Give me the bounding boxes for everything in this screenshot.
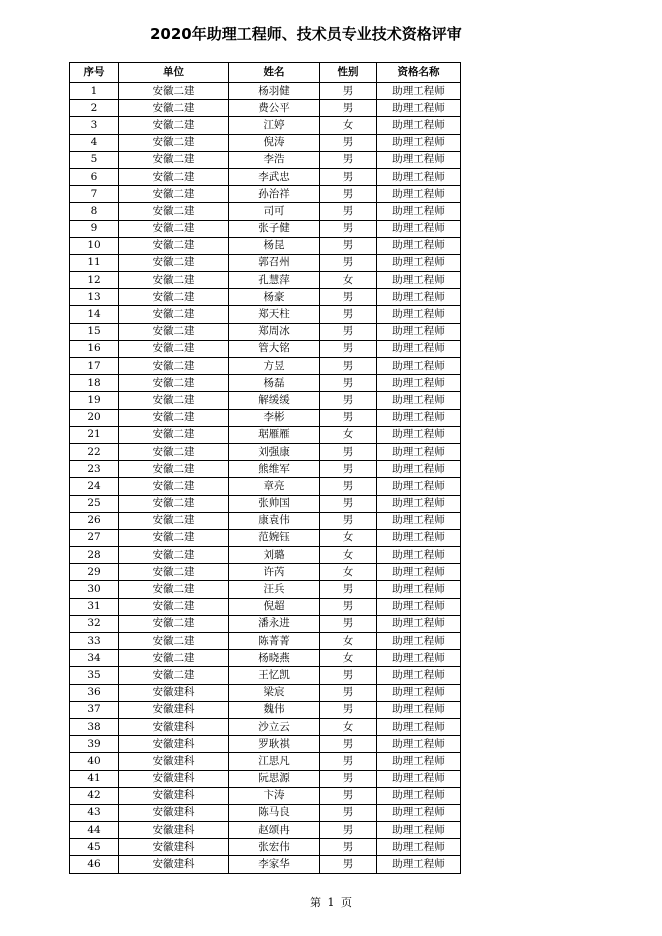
cell-qualification: 助理工程师 bbox=[377, 220, 461, 237]
cell-serial-no: 20 bbox=[70, 409, 119, 426]
cell-name: 江婷 bbox=[229, 117, 320, 134]
table-row bbox=[70, 581, 461, 598]
table-row bbox=[70, 83, 461, 100]
cell-name: 杨羽健 bbox=[229, 83, 320, 100]
cell-qualification: 助理工程师 bbox=[377, 512, 461, 529]
cell-unit: 安徽二建 bbox=[119, 272, 229, 289]
cell-unit: 安徽二建 bbox=[119, 220, 229, 237]
cell-name: 李浩 bbox=[229, 151, 320, 168]
cell-serial-no: 26 bbox=[70, 512, 119, 529]
cell-name: 司可 bbox=[229, 203, 320, 220]
cell-gender: 男 bbox=[320, 753, 377, 770]
cell-unit: 安徽建科 bbox=[119, 684, 229, 701]
cell-qualification: 助理工程师 bbox=[377, 254, 461, 271]
cell-serial-no: 5 bbox=[70, 151, 119, 168]
cell-serial-no: 12 bbox=[70, 272, 119, 289]
table-row bbox=[70, 633, 461, 650]
cell-unit: 安徽二建 bbox=[119, 151, 229, 168]
cell-qualification: 助理工程师 bbox=[377, 598, 461, 615]
header-row bbox=[70, 63, 461, 83]
cell-name: 江思凡 bbox=[229, 753, 320, 770]
cell-serial-no: 21 bbox=[70, 426, 119, 443]
cell-serial-no: 32 bbox=[70, 615, 119, 632]
header-serial-no: 序号 bbox=[70, 63, 119, 83]
cell-gender: 男 bbox=[320, 598, 377, 615]
cell-gender: 男 bbox=[320, 615, 377, 632]
table-row bbox=[70, 718, 461, 735]
cell-qualification: 助理工程师 bbox=[377, 306, 461, 323]
cell-name: 康袁伟 bbox=[229, 512, 320, 529]
cell-unit: 安徽二建 bbox=[119, 237, 229, 254]
cell-unit: 安徽二建 bbox=[119, 117, 229, 134]
cell-gender: 男 bbox=[320, 100, 377, 117]
cell-name: 杨晓燕 bbox=[229, 650, 320, 667]
cell-qualification: 助理工程师 bbox=[377, 186, 461, 203]
cell-serial-no: 19 bbox=[70, 392, 119, 409]
cell-unit: 安徽二建 bbox=[119, 426, 229, 443]
cell-qualification: 助理工程师 bbox=[377, 151, 461, 168]
cell-gender: 男 bbox=[320, 461, 377, 478]
cell-name: 罗耿祺 bbox=[229, 736, 320, 753]
cell-unit: 安徽建科 bbox=[119, 701, 229, 718]
cell-qualification: 助理工程师 bbox=[377, 495, 461, 512]
table-row bbox=[70, 839, 461, 856]
cell-serial-no: 17 bbox=[70, 358, 119, 375]
cell-qualification: 助理工程师 bbox=[377, 203, 461, 220]
cell-unit: 安徽二建 bbox=[119, 409, 229, 426]
table-row bbox=[70, 684, 461, 701]
cell-unit: 安徽建科 bbox=[119, 736, 229, 753]
cell-serial-no: 39 bbox=[70, 736, 119, 753]
table-row bbox=[70, 323, 461, 340]
cell-serial-no: 16 bbox=[70, 340, 119, 357]
cell-unit: 安徽二建 bbox=[119, 529, 229, 546]
cell-gender: 男 bbox=[320, 203, 377, 220]
cell-gender: 男 bbox=[320, 151, 377, 168]
cell-unit: 安徽建科 bbox=[119, 770, 229, 787]
table-row bbox=[70, 461, 461, 478]
cell-qualification: 助理工程师 bbox=[377, 615, 461, 632]
cell-unit: 安徽建科 bbox=[119, 753, 229, 770]
header-qualification: 资格名称 bbox=[377, 63, 461, 83]
cell-serial-no: 23 bbox=[70, 461, 119, 478]
cell-serial-no: 38 bbox=[70, 718, 119, 735]
table-row bbox=[70, 787, 461, 804]
cell-serial-no: 24 bbox=[70, 478, 119, 495]
cell-gender: 女 bbox=[320, 633, 377, 650]
cell-qualification: 助理工程师 bbox=[377, 753, 461, 770]
page-title: 2020年助理工程师、技术员专业技术资格评审 bbox=[150, 25, 462, 43]
table-header bbox=[70, 63, 461, 83]
cell-name: 郑天柱 bbox=[229, 306, 320, 323]
cell-gender: 男 bbox=[320, 186, 377, 203]
table-row bbox=[70, 478, 461, 495]
page-number: 第 1 页 bbox=[310, 896, 352, 909]
cell-name: 魏伟 bbox=[229, 701, 320, 718]
cell-serial-no: 3 bbox=[70, 117, 119, 134]
table-row bbox=[70, 822, 461, 839]
table-row bbox=[70, 770, 461, 787]
cell-serial-no: 4 bbox=[70, 134, 119, 151]
cell-unit: 安徽二建 bbox=[119, 581, 229, 598]
cell-name: 王忆凯 bbox=[229, 667, 320, 684]
cell-unit: 安徽二建 bbox=[119, 203, 229, 220]
cell-serial-no: 15 bbox=[70, 323, 119, 340]
cell-gender: 男 bbox=[320, 358, 377, 375]
cell-gender: 男 bbox=[320, 684, 377, 701]
cell-name: 刘强康 bbox=[229, 443, 320, 460]
cell-serial-no: 40 bbox=[70, 753, 119, 770]
table-row bbox=[70, 117, 461, 134]
cell-name: 许芮 bbox=[229, 564, 320, 581]
table-row bbox=[70, 254, 461, 271]
table-row bbox=[70, 237, 461, 254]
header-gender: 性别 bbox=[320, 63, 377, 83]
cell-qualification: 助理工程师 bbox=[377, 392, 461, 409]
cell-unit: 安徽二建 bbox=[119, 443, 229, 460]
cell-unit: 安徽二建 bbox=[119, 375, 229, 392]
cell-qualification: 助理工程师 bbox=[377, 358, 461, 375]
cell-unit: 安徽二建 bbox=[119, 100, 229, 117]
cell-gender: 男 bbox=[320, 512, 377, 529]
cell-gender: 男 bbox=[320, 254, 377, 271]
cell-qualification: 助理工程师 bbox=[377, 340, 461, 357]
cell-name: 张宏伟 bbox=[229, 839, 320, 856]
cell-gender: 男 bbox=[320, 839, 377, 856]
cell-unit: 安徽二建 bbox=[119, 134, 229, 151]
cell-gender: 男 bbox=[320, 856, 377, 873]
cell-name: 李家华 bbox=[229, 856, 320, 873]
cell-serial-no: 42 bbox=[70, 787, 119, 804]
cell-qualification: 助理工程师 bbox=[377, 581, 461, 598]
cell-name: 卞涛 bbox=[229, 787, 320, 804]
cell-unit: 安徽二建 bbox=[119, 392, 229, 409]
cell-serial-no: 25 bbox=[70, 495, 119, 512]
cell-gender: 男 bbox=[320, 667, 377, 684]
cell-gender: 男 bbox=[320, 443, 377, 460]
cell-qualification: 助理工程师 bbox=[377, 134, 461, 151]
cell-name: 倪超 bbox=[229, 598, 320, 615]
cell-name: 郑周冰 bbox=[229, 323, 320, 340]
cell-serial-no: 43 bbox=[70, 804, 119, 821]
table-body bbox=[70, 83, 461, 874]
cell-name: 琚雁雁 bbox=[229, 426, 320, 443]
table-row bbox=[70, 804, 461, 821]
cell-qualification: 助理工程师 bbox=[377, 633, 461, 650]
table-row bbox=[70, 426, 461, 443]
cell-gender: 男 bbox=[320, 340, 377, 357]
table-row bbox=[70, 667, 461, 684]
table-row bbox=[70, 186, 461, 203]
cell-qualification: 助理工程师 bbox=[377, 839, 461, 856]
table-row bbox=[70, 615, 461, 632]
cell-serial-no: 44 bbox=[70, 822, 119, 839]
cell-gender: 男 bbox=[320, 770, 377, 787]
cell-serial-no: 31 bbox=[70, 598, 119, 615]
cell-gender: 女 bbox=[320, 564, 377, 581]
cell-unit: 安徽二建 bbox=[119, 358, 229, 375]
cell-gender: 男 bbox=[320, 392, 377, 409]
cell-unit: 安徽二建 bbox=[119, 650, 229, 667]
cell-gender: 男 bbox=[320, 822, 377, 839]
cell-qualification: 助理工程师 bbox=[377, 770, 461, 787]
cell-unit: 安徽二建 bbox=[119, 564, 229, 581]
cell-qualification: 助理工程师 bbox=[377, 323, 461, 340]
header-unit: 单位 bbox=[119, 63, 229, 83]
cell-name: 解缓缓 bbox=[229, 392, 320, 409]
table-row bbox=[70, 272, 461, 289]
cell-name: 范婉钰 bbox=[229, 529, 320, 546]
cell-gender: 男 bbox=[320, 168, 377, 185]
cell-gender: 男 bbox=[320, 220, 377, 237]
table-row bbox=[70, 736, 461, 753]
cell-gender: 女 bbox=[320, 547, 377, 564]
cell-name: 赵颂冉 bbox=[229, 822, 320, 839]
cell-qualification: 助理工程师 bbox=[377, 375, 461, 392]
cell-name: 孙治祥 bbox=[229, 186, 320, 203]
table-row bbox=[70, 220, 461, 237]
cell-gender: 男 bbox=[320, 323, 377, 340]
table-row bbox=[70, 564, 461, 581]
table-row bbox=[70, 134, 461, 151]
cell-qualification: 助理工程师 bbox=[377, 83, 461, 100]
cell-serial-no: 11 bbox=[70, 254, 119, 271]
cell-name: 杨昆 bbox=[229, 237, 320, 254]
table-row bbox=[70, 409, 461, 426]
cell-name: 张子健 bbox=[229, 220, 320, 237]
table-row bbox=[70, 203, 461, 220]
cell-qualification: 助理工程师 bbox=[377, 667, 461, 684]
cell-qualification: 助理工程师 bbox=[377, 409, 461, 426]
cell-unit: 安徽二建 bbox=[119, 547, 229, 564]
cell-unit: 安徽二建 bbox=[119, 495, 229, 512]
cell-name: 费公平 bbox=[229, 100, 320, 117]
cell-unit: 安徽二建 bbox=[119, 340, 229, 357]
cell-serial-no: 7 bbox=[70, 186, 119, 203]
cell-gender: 女 bbox=[320, 117, 377, 134]
cell-name: 潘永进 bbox=[229, 615, 320, 632]
cell-serial-no: 34 bbox=[70, 650, 119, 667]
cell-unit: 安徽二建 bbox=[119, 289, 229, 306]
cell-name: 张帅国 bbox=[229, 495, 320, 512]
cell-serial-no: 33 bbox=[70, 633, 119, 650]
table-row bbox=[70, 100, 461, 117]
cell-unit: 安徽建科 bbox=[119, 804, 229, 821]
cell-unit: 安徽二建 bbox=[119, 615, 229, 632]
cell-serial-no: 10 bbox=[70, 237, 119, 254]
cell-gender: 女 bbox=[320, 272, 377, 289]
cell-serial-no: 30 bbox=[70, 581, 119, 598]
roster-table bbox=[69, 62, 461, 874]
cell-qualification: 助理工程师 bbox=[377, 443, 461, 460]
cell-qualification: 助理工程师 bbox=[377, 529, 461, 546]
cell-qualification: 助理工程师 bbox=[377, 100, 461, 117]
cell-name: 陈马良 bbox=[229, 804, 320, 821]
cell-qualification: 助理工程师 bbox=[377, 237, 461, 254]
cell-qualification: 助理工程师 bbox=[377, 478, 461, 495]
cell-qualification: 助理工程师 bbox=[377, 736, 461, 753]
cell-gender: 女 bbox=[320, 718, 377, 735]
cell-unit: 安徽建科 bbox=[119, 787, 229, 804]
cell-qualification: 助理工程师 bbox=[377, 547, 461, 564]
cell-gender: 男 bbox=[320, 83, 377, 100]
cell-name: 孔慧萍 bbox=[229, 272, 320, 289]
cell-serial-no: 14 bbox=[70, 306, 119, 323]
cell-name: 倪涛 bbox=[229, 134, 320, 151]
cell-gender: 女 bbox=[320, 650, 377, 667]
cell-qualification: 助理工程师 bbox=[377, 272, 461, 289]
cell-qualification: 助理工程师 bbox=[377, 168, 461, 185]
cell-serial-no: 46 bbox=[70, 856, 119, 873]
cell-qualification: 助理工程师 bbox=[377, 564, 461, 581]
cell-qualification: 助理工程师 bbox=[377, 289, 461, 306]
cell-gender: 女 bbox=[320, 426, 377, 443]
cell-serial-no: 27 bbox=[70, 529, 119, 546]
cell-name: 杨豪 bbox=[229, 289, 320, 306]
cell-serial-no: 45 bbox=[70, 839, 119, 856]
cell-serial-no: 28 bbox=[70, 547, 119, 564]
cell-qualification: 助理工程师 bbox=[377, 804, 461, 821]
cell-unit: 安徽二建 bbox=[119, 168, 229, 185]
cell-gender: 女 bbox=[320, 529, 377, 546]
cell-qualification: 助理工程师 bbox=[377, 461, 461, 478]
table-row bbox=[70, 753, 461, 770]
table-row bbox=[70, 340, 461, 357]
cell-unit: 安徽二建 bbox=[119, 633, 229, 650]
cell-unit: 安徽建科 bbox=[119, 718, 229, 735]
cell-gender: 男 bbox=[320, 409, 377, 426]
cell-name: 刘璐 bbox=[229, 547, 320, 564]
cell-unit: 安徽二建 bbox=[119, 323, 229, 340]
table-row bbox=[70, 289, 461, 306]
cell-name: 陈菁菁 bbox=[229, 633, 320, 650]
cell-name: 沙立云 bbox=[229, 718, 320, 735]
cell-gender: 男 bbox=[320, 581, 377, 598]
cell-qualification: 助理工程师 bbox=[377, 822, 461, 839]
table-row bbox=[70, 701, 461, 718]
cell-unit: 安徽建科 bbox=[119, 839, 229, 856]
cell-serial-no: 13 bbox=[70, 289, 119, 306]
cell-unit: 安徽二建 bbox=[119, 186, 229, 203]
cell-name: 李彬 bbox=[229, 409, 320, 426]
cell-serial-no: 6 bbox=[70, 168, 119, 185]
table-row bbox=[70, 168, 461, 185]
table-row bbox=[70, 547, 461, 564]
cell-serial-no: 1 bbox=[70, 83, 119, 100]
table-row bbox=[70, 375, 461, 392]
table-row bbox=[70, 495, 461, 512]
cell-name: 郭召州 bbox=[229, 254, 320, 271]
cell-unit: 安徽二建 bbox=[119, 461, 229, 478]
cell-gender: 男 bbox=[320, 478, 377, 495]
cell-serial-no: 2 bbox=[70, 100, 119, 117]
header-name: 姓名 bbox=[229, 63, 320, 83]
cell-gender: 男 bbox=[320, 804, 377, 821]
table-row bbox=[70, 856, 461, 873]
cell-unit: 安徽二建 bbox=[119, 667, 229, 684]
cell-serial-no: 8 bbox=[70, 203, 119, 220]
cell-unit: 安徽二建 bbox=[119, 478, 229, 495]
cell-qualification: 助理工程师 bbox=[377, 117, 461, 134]
cell-serial-no: 41 bbox=[70, 770, 119, 787]
table-row bbox=[70, 358, 461, 375]
table-row bbox=[70, 392, 461, 409]
cell-qualification: 助理工程师 bbox=[377, 426, 461, 443]
cell-gender: 男 bbox=[320, 289, 377, 306]
cell-serial-no: 29 bbox=[70, 564, 119, 581]
cell-name: 汪兵 bbox=[229, 581, 320, 598]
cell-gender: 男 bbox=[320, 701, 377, 718]
table-row bbox=[70, 512, 461, 529]
cell-qualification: 助理工程师 bbox=[377, 684, 461, 701]
cell-gender: 男 bbox=[320, 736, 377, 753]
cell-qualification: 助理工程师 bbox=[377, 856, 461, 873]
cell-qualification: 助理工程师 bbox=[377, 787, 461, 804]
cell-name: 杨磊 bbox=[229, 375, 320, 392]
cell-unit: 安徽二建 bbox=[119, 83, 229, 100]
cell-serial-no: 18 bbox=[70, 375, 119, 392]
cell-serial-no: 9 bbox=[70, 220, 119, 237]
cell-gender: 男 bbox=[320, 237, 377, 254]
table-row bbox=[70, 306, 461, 323]
cell-unit: 安徽二建 bbox=[119, 254, 229, 271]
cell-name: 梁宸 bbox=[229, 684, 320, 701]
cell-name: 李武忠 bbox=[229, 168, 320, 185]
cell-unit: 安徽建科 bbox=[119, 822, 229, 839]
table-row bbox=[70, 650, 461, 667]
cell-serial-no: 22 bbox=[70, 443, 119, 460]
cell-gender: 男 bbox=[320, 787, 377, 804]
table-row bbox=[70, 151, 461, 168]
cell-gender: 男 bbox=[320, 134, 377, 151]
cell-serial-no: 37 bbox=[70, 701, 119, 718]
cell-name: 方昱 bbox=[229, 358, 320, 375]
cell-unit: 安徽建科 bbox=[119, 856, 229, 873]
cell-gender: 男 bbox=[320, 495, 377, 512]
cell-unit: 安徽二建 bbox=[119, 306, 229, 323]
table-row bbox=[70, 443, 461, 460]
cell-qualification: 助理工程师 bbox=[377, 718, 461, 735]
cell-name: 管大铭 bbox=[229, 340, 320, 357]
cell-serial-no: 35 bbox=[70, 667, 119, 684]
cell-name: 阮思源 bbox=[229, 770, 320, 787]
table-row bbox=[70, 529, 461, 546]
cell-name: 熊维军 bbox=[229, 461, 320, 478]
cell-gender: 男 bbox=[320, 306, 377, 323]
cell-unit: 安徽二建 bbox=[119, 512, 229, 529]
table-row bbox=[70, 598, 461, 615]
cell-qualification: 助理工程师 bbox=[377, 650, 461, 667]
cell-unit: 安徽二建 bbox=[119, 598, 229, 615]
cell-serial-no: 36 bbox=[70, 684, 119, 701]
cell-qualification: 助理工程师 bbox=[377, 701, 461, 718]
cell-name: 章亮 bbox=[229, 478, 320, 495]
cell-gender: 男 bbox=[320, 375, 377, 392]
